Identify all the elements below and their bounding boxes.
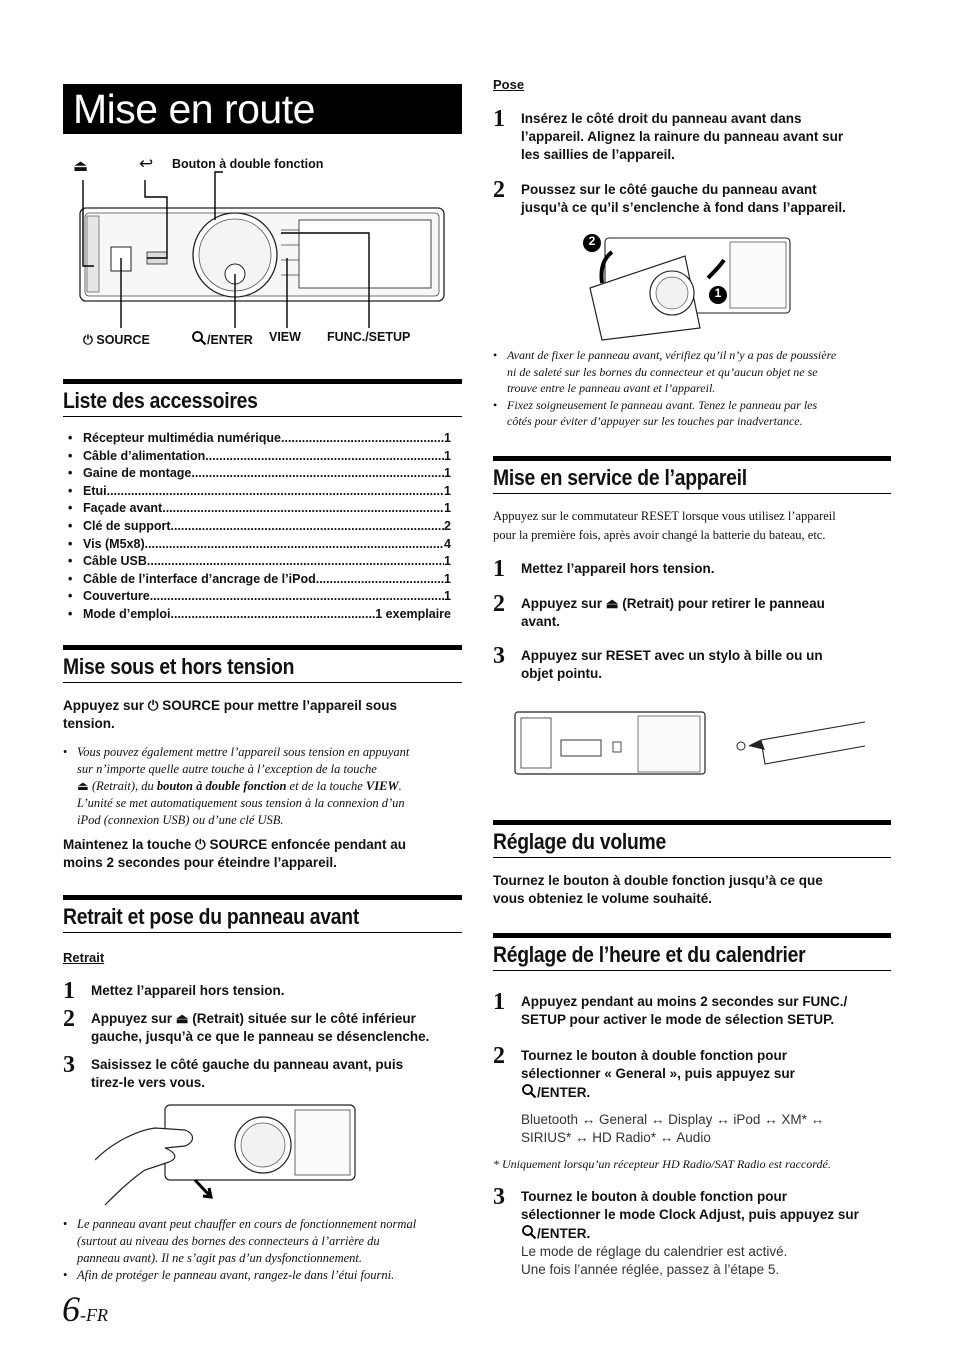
front-panel-illustration bbox=[63, 150, 462, 355]
search-icon bbox=[521, 1224, 537, 1240]
service-intro: Appuyez sur le commutateur RESET lorsque vous utilisez l’appareil pour la première fois, après avoir changé la batterie du bateau, etc. bbox=[493, 509, 836, 542]
list-item: • Clé de support ..... 2 bbox=[63, 518, 451, 536]
list-item: • Câble d’alimentation ..... 1 bbox=[63, 448, 451, 466]
service-step-3: 3 Appuyez sur RESET avec un stylo à bille ou un objet pointu. bbox=[493, 643, 823, 681]
section-title-accessories: Liste des accessoires bbox=[63, 379, 462, 417]
source-label: ⏻ SOURCE bbox=[83, 333, 150, 347]
subheading-retrait: Retrait bbox=[63, 950, 105, 965]
power-note: • Vous pouvez également mettre l’appareil sous tension en appuyant sur n’importe quelle autre touche à l’exception de la touche ⏏ (Retrait), du bouton à double fonction et de la touche VIEW. L’unité se met automatiquement sous tension à la connexion d’un iPod (connexion USB) ou d’une clé USB. bbox=[63, 744, 467, 829]
search-icon bbox=[521, 1083, 537, 1099]
pose-step-1: 1 Insérez le côté droit du panneau avant dans l’appareil. Alignez la rainure du panneau avant sur les saillies de l’appareil. bbox=[493, 106, 844, 162]
callout-2: 2 bbox=[588, 234, 596, 248]
callout-1: 1 bbox=[714, 286, 722, 300]
power-off-instruction: Maintenez la touche ⏻ SOURCE enfoncée pendant au moins 2 secondes pour éteindre l’appareil. bbox=[63, 837, 407, 870]
list-item: • Vis (M5x8) ..... 4 bbox=[63, 536, 451, 554]
list-item: • Façade avant ..... 1 bbox=[63, 500, 451, 518]
section-title-volume: Réglage du volume bbox=[493, 820, 891, 858]
search-icon bbox=[191, 330, 207, 346]
list-item: • Mode d’emploi ..... 1 exemplaire bbox=[63, 606, 451, 624]
view-label: VIEW bbox=[269, 330, 301, 344]
power-icon: ⏻ bbox=[195, 837, 206, 852]
remove-step-3: 3 Saisissez le côté gauche du panneau avant, puis tirez-le vers vous. bbox=[63, 1052, 404, 1090]
remove-notes bbox=[63, 1216, 462, 1284]
power-on-instruction: Appuyez sur ⏻ SOURCE pour mettre l’appareil sous tension. bbox=[63, 698, 398, 731]
section-title-remove: Retrait et pose du panneau avant bbox=[63, 895, 462, 933]
enter-label: /ENTER bbox=[191, 330, 253, 347]
remove-panel-illustration bbox=[95, 1100, 360, 1210]
dual-knob-label: Bouton à double fonction bbox=[172, 157, 324, 171]
remove-note-1: • Le panneau avant peut chauffer en cours de fonctionnement normal (surtout au niveau des bornes des connecteurs à l’arrière du panneau avant). Il ne s’agit pas d’un dysfonctionnement. bbox=[63, 1216, 462, 1267]
clock-step-1: 1 Appuyez pendant au moins 2 secondes sur FUNC./ SETUP pour activer le mode de sélection SETUP. bbox=[493, 989, 848, 1027]
remove-step-1: 1 Mettez l’appareil hors tension. bbox=[63, 978, 285, 1004]
setup-menu-sequence: Bluetooth ↔ General ↔ Display ↔ iPod ↔ XM* ↔ SIRIUS* ↔ HD Radio* ↔ Audio bbox=[521, 1112, 825, 1145]
remove-step-2: 2 Appuyez sur ⏏ (Retrait) située sur le côté inférieur gauche, jusqu’à ce que le panneau se désenclenche. bbox=[63, 1006, 430, 1044]
back-icon: ↩ bbox=[139, 154, 154, 173]
accessories-list bbox=[63, 430, 451, 624]
subheading-pose: Pose bbox=[493, 77, 525, 92]
section-title-clock: Réglage de l’heure et du calendrier bbox=[493, 933, 891, 971]
service-step-2: 2 Appuyez sur ⏏ (Retrait) pour retirer le panneau avant. bbox=[493, 591, 825, 629]
list-item: • Câble USB ..... 1 bbox=[63, 553, 451, 571]
list-item: • Récepteur multimédia numérique ..... 1 bbox=[63, 430, 451, 448]
list-item: • Câble de l’interface d’ancrage de l’iPod ..... 1 bbox=[63, 571, 451, 589]
list-item: • Gaine de montage ..... 1 bbox=[63, 465, 451, 483]
remove-note-2: • Afin de protéger le panneau avant, rangez-le dans l’étui fourni. bbox=[63, 1267, 462, 1284]
pose-note-2: • Fixez soigneusement le panneau avant. Tenez le panneau par les côtés pour éviter d’appuyer sur les touches par inadvertance. bbox=[493, 397, 891, 430]
page-title: Mise en route bbox=[63, 84, 462, 134]
pose-step-2: 2 Poussez sur le côté gauche du panneau avant jusqu’à ce qu’il s’enclenche à fond dans l’appareil. bbox=[493, 177, 846, 215]
volume-instruction: Tournez le bouton à double fonction jusqu’à ce que vous obteniez le volume souhaité. bbox=[493, 873, 823, 906]
pose-note-1: • Avant de fixer le panneau avant, vérifiez qu’il n’y a pas de poussière ni de saleté sur les bornes du connecteur et qu’aucun objet ne se trouve entre le panneau avant et l’appareil. bbox=[493, 347, 891, 397]
eject-icon: ⏏ bbox=[605, 596, 619, 611]
clock-step-3: 3 Tournez le bouton à double fonction pour sélectionner le mode Clock Adjust, puis appuyez sur /ENTER. Le mode de réglage du calendrier est activé. Une fois l’année réglée, passez à l’étape 5. bbox=[493, 1184, 859, 1277]
pose-panel-illustration bbox=[580, 228, 795, 343]
clock-step-2: 2 Tournez le bouton à double fonction pour sélectionner « General », puis appuyez sur /ENTER. bbox=[493, 1043, 795, 1100]
list-item: • Couverture ..... 1 bbox=[63, 588, 451, 606]
eject-icon: ⏏ bbox=[73, 158, 89, 175]
service-step-1: 1 Mettez l’appareil hors tension. bbox=[493, 556, 715, 582]
page-number: 6-FR bbox=[62, 1289, 108, 1329]
reset-illustration bbox=[513, 710, 873, 778]
pose-notes bbox=[493, 347, 891, 430]
clock-footnote: * Uniquement lorsqu’un récepteur HD Radio/SAT Radio est raccordé. bbox=[493, 1157, 831, 1171]
list-item: • Etui ..... 1 bbox=[63, 483, 451, 501]
section-title-service: Mise en service de l’appareil bbox=[493, 456, 891, 494]
section-title-power: Mise sous et hors tension bbox=[63, 645, 462, 683]
front-panel-diagram bbox=[63, 150, 462, 355]
func-setup-label: FUNC./SETUP bbox=[327, 330, 411, 344]
eject-icon: ⏏ bbox=[175, 1011, 189, 1026]
power-icon: ⏻ bbox=[83, 333, 93, 347]
power-icon: ⏻ bbox=[147, 698, 159, 713]
eject-icon: ⏏ bbox=[77, 779, 89, 793]
